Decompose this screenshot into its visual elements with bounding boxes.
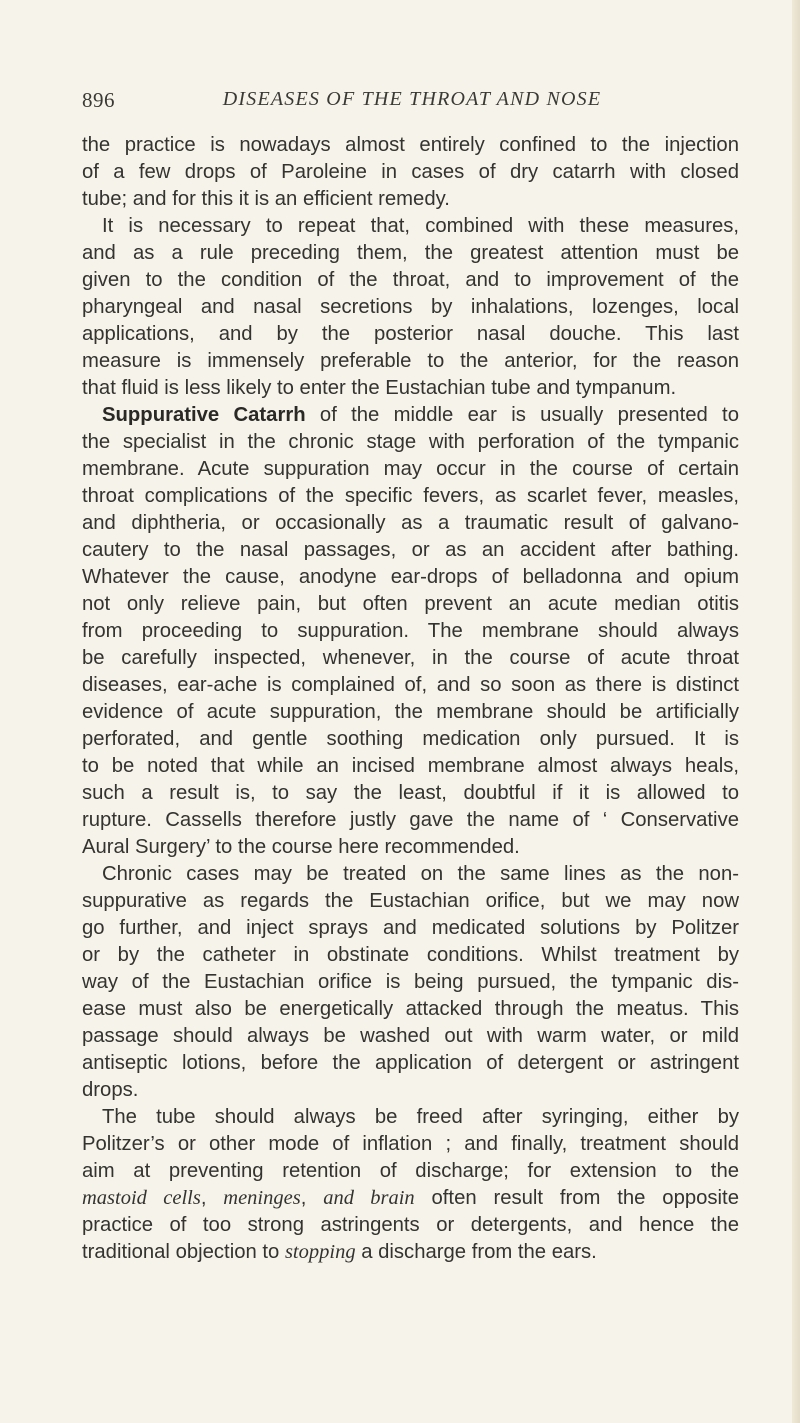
text-line (82, 213, 739, 240)
line-text: cautery to the nasal passages, or as an accident after bathing. (82, 539, 739, 561)
line-text: suppurative as regards the Eustachian orifice, but we may now (82, 890, 739, 912)
text-line (82, 456, 739, 483)
line-text: the specialist in the chronic stage with perforation of the tympanic (82, 431, 739, 453)
text-line (82, 1077, 739, 1104)
text-line (82, 807, 739, 834)
line-text: Politzer’s or other mode of inflation ; and finally, treatment should (82, 1133, 739, 1155)
line-text: the practice is nowadays almost entirely confined to the injection (82, 134, 739, 156)
page-number: 896 (82, 88, 115, 112)
text-line (82, 645, 739, 672)
line-text: , (300, 1187, 324, 1209)
text-line (82, 1131, 739, 1158)
text-line (82, 996, 739, 1023)
line-text: tube; and for this it is an efficient remedy. (82, 188, 450, 210)
line-text: such a result is, to say the least, doubtful if it is allowed to (82, 782, 739, 804)
italic-text: mastoid cells (82, 1187, 201, 1209)
line-text: drops. (82, 1079, 139, 1101)
running-head (82, 88, 742, 118)
line-text: Whatever the cause, anodyne ear-drops of belladonna and opium (82, 566, 739, 588)
text-line (82, 753, 739, 780)
text-line (82, 402, 739, 429)
text-line (82, 618, 739, 645)
text-line (82, 861, 739, 888)
text-line (82, 1185, 739, 1212)
line-text: a discharge from the ears. (355, 1241, 597, 1263)
line-text: pharyngeal and nasal secretions by inhalations, lozenges, local (82, 296, 739, 318)
text-line (82, 159, 739, 186)
text-line (82, 888, 739, 915)
line-text: often result from the opposite (414, 1187, 739, 1209)
line-text: aim at preventing retention of discharge; for extension to the (82, 1160, 739, 1182)
line-text: Chronic cases may be treated on the same lines as the non- (102, 863, 739, 885)
text-line (82, 969, 739, 996)
text-line (82, 1158, 739, 1185)
line-text: given to the condition of the throat, and to improvement of the (82, 269, 739, 291)
line-text: ease must also be energetically attacked through the meatus. This (82, 998, 739, 1020)
text-line (82, 699, 739, 726)
line-text: to be noted that while an incised membrane almost always heals, (82, 755, 739, 777)
text-line (82, 726, 739, 753)
line-text: and as a rule preceding them, the greatest attention must be (82, 242, 739, 264)
text-line (82, 915, 739, 942)
text-line (82, 483, 739, 510)
text-line (82, 294, 739, 321)
text-line (82, 240, 739, 267)
text-line (82, 1212, 739, 1239)
line-text: from proceeding to suppuration. The membrane should always (82, 620, 739, 642)
line-text: , (200, 1187, 224, 1209)
italic-text: stopping (284, 1241, 356, 1263)
text-line (82, 267, 739, 294)
line-text: evidence of acute suppuration, the membrane should be artificially (82, 701, 739, 723)
text-line (82, 942, 739, 969)
line-text: way of the Eustachian orifice is being pursued, the tympanic dis- (82, 971, 739, 993)
body-text (82, 132, 739, 1266)
text-line (82, 321, 739, 348)
page-edge (792, 0, 800, 1423)
line-text: and diphtheria, or occasionally as a traumatic result of galvano- (82, 512, 739, 534)
run-in-heading: Suppurative Catarrh (102, 404, 306, 426)
line-text: go further, and inject sprays and medicated solutions by Politzer (82, 917, 739, 939)
header-title: DISEASES OF THE THROAT AND NOSE (222, 88, 602, 110)
line-text: The tube should always be freed after syringing, either by (102, 1106, 739, 1128)
line-text: passage should always be washed out with warm water, or mild (82, 1025, 739, 1047)
text-line (82, 1239, 739, 1266)
line-text: measure is immensely preferable to the anterior, for the reason (82, 350, 739, 372)
line-text: not only relieve pain, but often prevent an acute median otitis (82, 593, 739, 615)
text-line (82, 672, 739, 699)
line-text: throat complications of the specific fevers, as scarlet fever, measles, (82, 485, 739, 507)
text-line (82, 591, 739, 618)
text-line (82, 132, 739, 159)
text-line (82, 429, 739, 456)
text-line (82, 834, 739, 861)
line-text: applications, and by the posterior nasal douche. This last (82, 323, 739, 345)
line-text: diseases, ear-ache is complained of, and so soon as there is distinct (82, 674, 739, 696)
line-text: antiseptic lotions, before the application of detergent or astringent (82, 1052, 739, 1074)
text-line (82, 1050, 739, 1077)
line-text: of the middle ear is usually presented to (305, 404, 739, 426)
text-line (82, 537, 739, 564)
line-text: be carefully inspected, whenever, in the course of acute throat (82, 647, 739, 669)
text-line (82, 1023, 739, 1050)
text-line (82, 186, 739, 213)
line-text: perforated, and gentle soothing medication only pursued. It is (82, 728, 739, 750)
line-text: or by the catheter in obstinate conditions. Whilst treatment by (82, 944, 739, 966)
line-text: membrane. Acute suppuration may occur in the course of certain (82, 458, 739, 480)
text-line (82, 348, 739, 375)
line-text: traditional objection to (82, 1241, 285, 1263)
line-text: Aural Surgery’ to the course here recommended. (82, 836, 520, 858)
line-text: rupture. Cassells therefore justly gave the name of ‘ Conservative (82, 809, 739, 831)
text-line (82, 1104, 739, 1131)
italic-text: and brain (323, 1187, 415, 1209)
italic-text: meninges (223, 1187, 301, 1209)
text-line (82, 780, 739, 807)
line-text: practice of too strong astringents or detergents, and hence the (82, 1214, 739, 1236)
text-line (82, 510, 739, 537)
text-line (82, 564, 739, 591)
line-text: of a few drops of Paroleine in cases of dry catarrh with closed (82, 161, 739, 183)
line-text: It is necessary to repeat that, combined with these measures, (102, 215, 739, 237)
text-line (82, 375, 739, 402)
line-text: that fluid is less likely to enter the Eustachian tube and tympanum. (82, 377, 677, 399)
